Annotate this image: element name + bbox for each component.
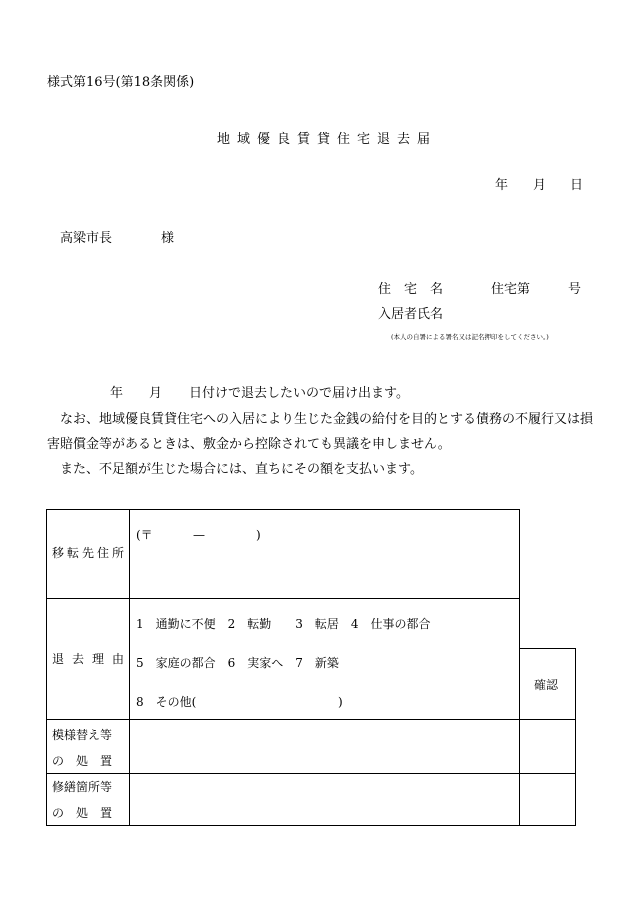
reason-other-open[interactable]: 8 その他( xyxy=(136,695,197,709)
recipient-name: 高梁市長 xyxy=(60,231,113,246)
remodel-input-area[interactable] xyxy=(134,724,514,768)
reason-label: 退 去 理 由 xyxy=(52,652,124,666)
postal-code-open: (〒 xyxy=(136,528,153,542)
recipient-honorific: 様 xyxy=(161,231,175,246)
signature-note: (本人の自署による署名又は記名押印をしてください。) xyxy=(391,333,549,341)
reason-options-row-1[interactable]: 1 通勤に不便 2 転勤 3 転居 4 仕事の都合 xyxy=(136,617,431,631)
housing-number-label: 住宅第 xyxy=(491,282,531,297)
paragraph-3: また、不足額が生じた場合には、直ちにその額を支払います。 xyxy=(60,462,423,477)
move-out-statement: 日付けで退去したいので届け出ます。 xyxy=(189,386,409,401)
repair-input-area[interactable] xyxy=(134,778,514,820)
date-year-label: 年 xyxy=(495,178,509,193)
postal-code-close: ) xyxy=(256,528,261,542)
paragraph-2-line-1: なお、地域優良賃貸住宅への入居により生じた金銭の給付を目的とする債務の不履行又は損 xyxy=(60,412,594,427)
date-day-label: 日 xyxy=(570,178,584,193)
remodel-label-line-2: の 処 置 xyxy=(52,754,113,768)
housing-name-label: 住 宅 名 xyxy=(378,282,444,297)
new-address-input-area[interactable] xyxy=(134,548,514,592)
form-number: 様式第16号(第18条関係) xyxy=(47,75,195,90)
paragraph-2-line-2: 害賠償金等があるときは、敷金から控除されても異議を申しません。 xyxy=(47,437,451,452)
resident-name-label: 入居者氏名 xyxy=(378,307,444,322)
document-title: 地域優良賃貸住宅退去届 xyxy=(217,132,438,147)
new-address-label: 移 転 先 住 所 xyxy=(52,546,124,560)
date-month-label: 月 xyxy=(533,178,547,193)
repair-label-line-1: 修繕箇所等 xyxy=(52,780,113,794)
housing-number-suffix: 号 xyxy=(568,282,582,297)
reason-other-close: ) xyxy=(338,695,343,709)
repair-label-line-2: の 処 置 xyxy=(52,806,113,820)
reason-options-row-2[interactable]: 5 家庭の都合 6 実家へ 7 新築 xyxy=(136,656,339,670)
postal-code-dash: — xyxy=(193,528,205,542)
remodel-label-line-1: 模様替え等 xyxy=(52,728,113,742)
confirm-label: 確認 xyxy=(534,678,559,692)
move-out-year-label: 年 xyxy=(110,386,124,401)
move-out-month-label: 月 xyxy=(149,386,163,401)
